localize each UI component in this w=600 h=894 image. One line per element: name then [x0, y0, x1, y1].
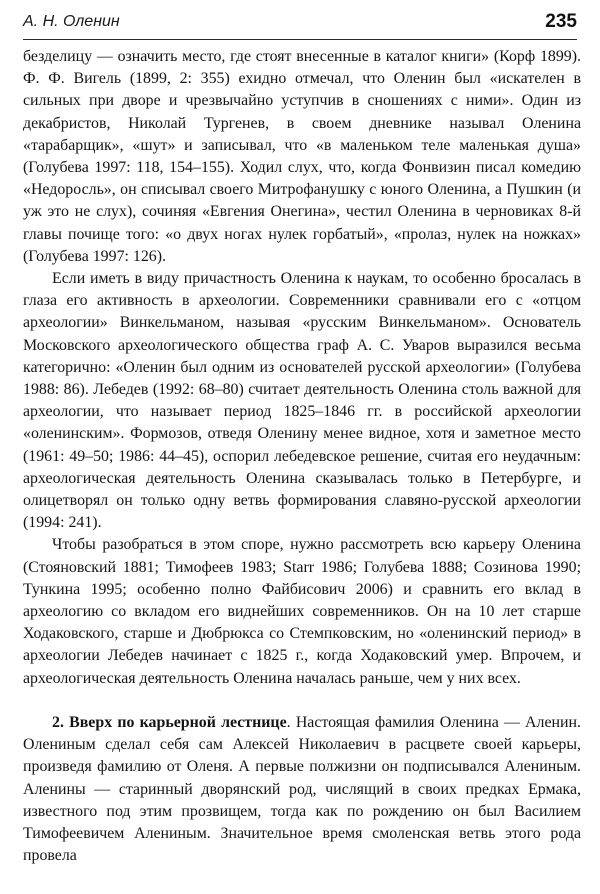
- section-paragraph: [23, 712, 581, 867]
- paragraph-archaeology: Если иметь в виду причастность Оленина к наукам, то особенно бросалась в глаза его активность в археологии. Современники сравнивали его с «отцом археологии» Винкельманом, называя «русским Винкельманом». Основатель Московского археологического общества граф А. С. Уваров выразился весьма категорично: «Оленин был одним из основателей русской археологии» (Голубева 1988: 86). Лебедев (1992: 68–80) считает деятельность Оленина столь важной для археологии, что называет период 1825–1846 гг. в российской археологии «оленинским». Формозов, отведя Оленину менее видное, хотя и заметное место (1961: 49–50; 1986: 44–45), оспорил лебедевское решение, считая его неудачным: археологическая деятельность Оленина сказывалась только в Петербурге, и олицетворял он только одну ветвь формирования славяно-русской археологии (1994: 241).: [23, 270, 581, 532]
- page-number: 235: [545, 11, 577, 32]
- section-text: . Настоящая фамилия Оленина — Аленин. Олениным сделал себя сам Алексей Николаевич в расцвете своей карьеры, произведя фамилию от Оленя. А первые полжизни он подписывался Алениным. Аленины — старинный дворянский род, числящий в своих предках Ермака, известного под этим прозвищем, тогда как по рождению он был Василием Тимофеевичем Алениным. Значительное время смоленская ветвь этого рода провела: [23, 713, 581, 865]
- paragraph-career-dispute: Чтобы разобраться в этом споре, нужно рассмотреть всю карьеру Оленина (Стояновский 1881; Тимофеев 1983; Starr 1986; Голубева 1888; Созинова 1990; Тункина 1995; особенно полно Файбисович 2006) и сравнить его вклад в археологию со вкладом его виднейших современников. Он на 10 лет старше Ходаковского, старше и Дюбрюкса со Стемпковским, но «оленинский период» в археологии Лебедев начинает с 1825 г., когда Ходаковский умер. Впрочем, и археологическая деятельность Оленина началась раньше, чем у них всех.: [23, 536, 581, 687]
- header-rule: [23, 39, 577, 40]
- running-head: А. Н. Оленин: [23, 13, 120, 30]
- paragraph-continued: безделицу — означить место, где стоят внесенные в каталог книги» (Корф 1899). Ф. Ф. Вигель (1899, 2: 355) ехидно отмечал, что Оленин был «искателен в сильных при дворе и чрезвычайно уступчив в сношениях с ними». Один из декабристов, Николай Тургенев, в своем дневнике называл Оленина «тарабарщик», «шут» и записывал, что «в маленьком теле маленькая душа» (Голубева 1997: 118, 154–155). Ходил слух, что, когда Фонвизин писал комедию «Недоросль», он списывал своего Митрофанушку с юного Оленина, а Пушкин (и уж это не слух), сочиняя «Евгения Онегина», честил Оленина в черновиках 8-й главы почище того: «о двух ногах нулек горбатый», «пролаз, нулек на ножках» (Голубева 1997: 126).: [23, 48, 581, 265]
- section-title: 2. Вверх по карьерной лестнице: [52, 713, 287, 731]
- body-text: [23, 46, 581, 867]
- page-header: [23, 8, 577, 40]
